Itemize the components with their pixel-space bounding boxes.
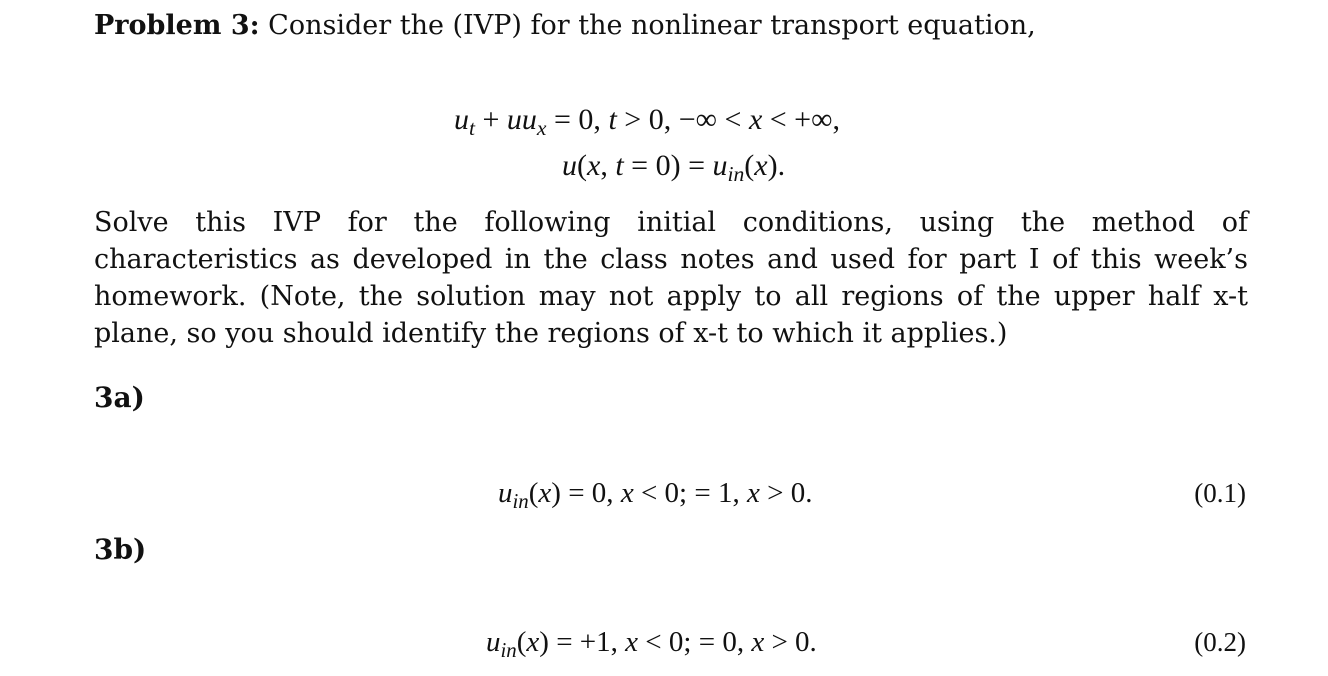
part-b-equation: $u_{in}(x) = +1$, x < 0; = 0, x > 0. (486, 626, 817, 662)
problem-intro-text: Consider the (IVP) for the nonlinear transport equation, (268, 10, 1036, 41)
part-a-equation: $u_{in}(x) = 0$, x < 0; = 1, x > 0. (498, 477, 813, 513)
equation-number-0-2: (0.2) (1194, 627, 1246, 657)
problem-heading (94, 6, 1036, 46)
instructions-paragraph: Solve this IVP for the following initial conditions, using the method of characteristics as developed in the class notes and used for part I of this week’s homework. (Note, the solution may not apply to all regions of the upper half x-t plane, so you should identify the regions of x-t to which it applies.) (94, 207, 1248, 349)
part-a-label: 3a) (94, 381, 145, 414)
part-b-label: 3b) (94, 533, 147, 566)
equation-number-0-1: (0.1) (1194, 478, 1246, 508)
initial-condition-equation: u(x, $t = 0) = u_{in}(x)$. (562, 149, 786, 187)
pde-equation: $u_t + uu_x = 0$, t > 0, −∞ < x < +∞, (454, 103, 840, 141)
problem-label: Problem 3: (94, 10, 260, 41)
